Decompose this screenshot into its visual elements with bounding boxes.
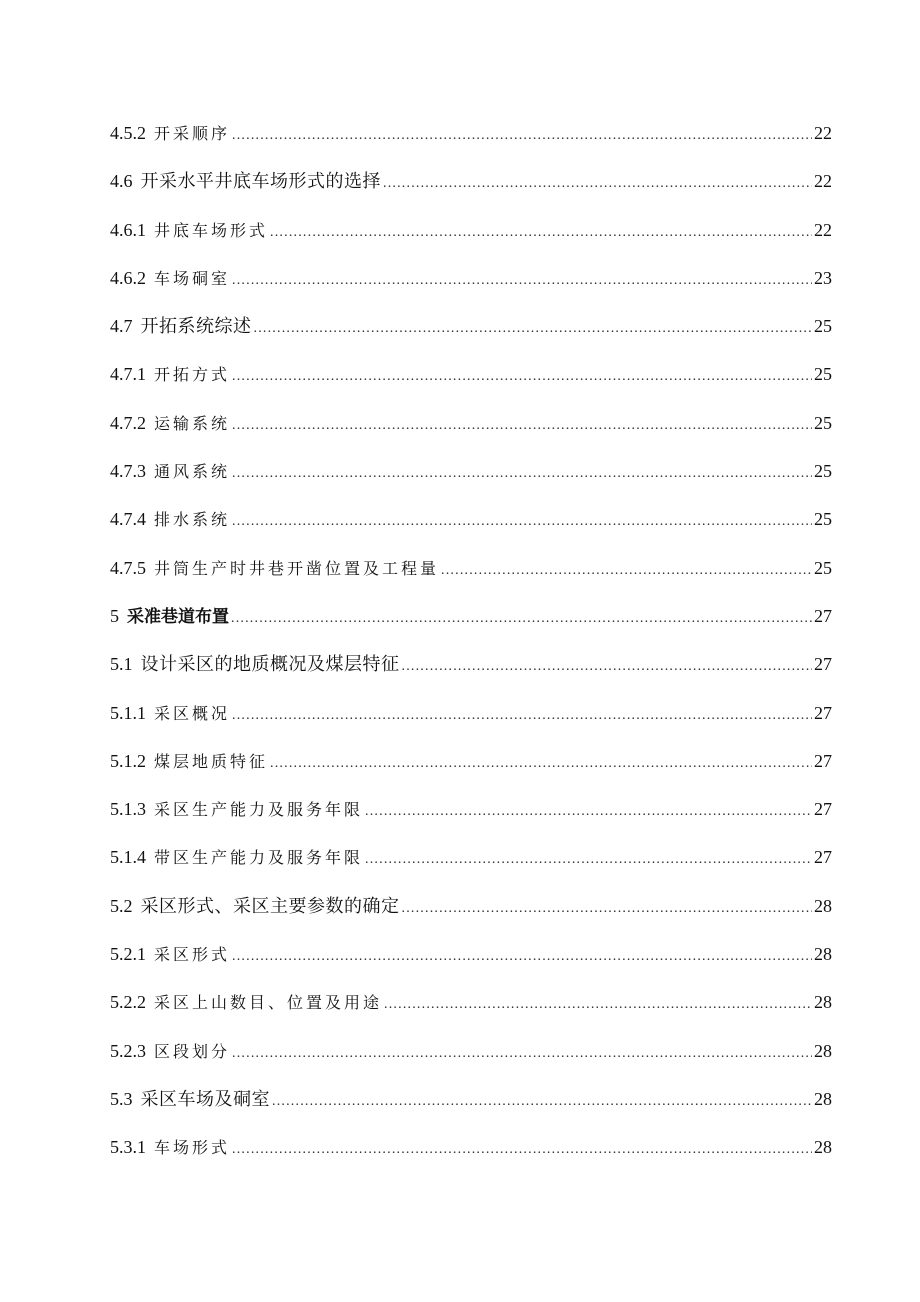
toc-entry[interactable]	[110, 1132, 832, 1180]
toc-entry-number: 4.7.4	[110, 509, 146, 530]
toc-dot-leader	[232, 1039, 812, 1069]
toc-dot-leader	[365, 797, 812, 827]
toc-dot-leader	[232, 942, 812, 972]
toc-dot-leader	[402, 652, 813, 682]
toc-entry[interactable]	[110, 408, 832, 456]
toc-dot-leader	[383, 169, 812, 199]
toc-entry[interactable]	[110, 891, 832, 939]
toc-entry[interactable]	[110, 311, 832, 359]
toc-entry[interactable]	[110, 987, 832, 1035]
toc-entry[interactable]	[110, 939, 832, 987]
toc-entry-title: 采准巷道布置	[127, 606, 229, 627]
toc-entry-number: 5.2.3	[110, 1040, 146, 1061]
toc-entry[interactable]	[110, 359, 832, 407]
toc-entry-title: 开采顺序	[154, 124, 231, 143]
toc-entry-number: 5.1	[110, 654, 133, 675]
toc-entry-number: 5.3	[110, 1088, 133, 1109]
toc-entry[interactable]	[110, 842, 832, 890]
toc-entry-title: 煤层地质特征	[154, 751, 269, 771]
toc-entry-number: 4.7.1	[110, 364, 146, 385]
toc-entry-number: 4.7.2	[110, 412, 146, 433]
toc-entry-title: 采区生产能力及服务年限	[154, 800, 364, 820]
toc-entry-page: 22	[814, 171, 832, 192]
toc-entry-page: 28	[814, 1137, 832, 1158]
toc-entry-title: 车场形式	[154, 1138, 231, 1158]
toc-dot-leader	[232, 459, 812, 489]
toc-entry[interactable]	[110, 1036, 832, 1084]
toc-dot-leader	[402, 894, 813, 924]
toc-entry-page: 27	[814, 799, 832, 820]
table-of-contents	[110, 118, 832, 1181]
toc-entry-title: 井底车场形式	[154, 220, 269, 240]
toc-entry-number: 5.2.2	[110, 992, 146, 1013]
toc-dot-leader	[232, 266, 812, 296]
toc-entry-page: 27	[814, 750, 832, 771]
toc-entry-title: 采区形式、采区主要参数的确定	[140, 895, 400, 917]
toc-dot-leader	[232, 362, 812, 392]
toc-dot-leader	[270, 218, 812, 248]
toc-entry-page: 25	[814, 364, 832, 385]
toc-entry[interactable]	[110, 504, 832, 552]
toc-entry-title: 区段划分	[154, 1041, 231, 1061]
toc-dot-leader	[272, 1087, 812, 1117]
toc-entry-page: 28	[814, 1088, 832, 1109]
toc-entry[interactable]	[110, 553, 832, 601]
toc-entry-page: 22	[814, 219, 832, 240]
toc-entry-title: 采区上山数目、位置及用途	[154, 993, 383, 1013]
toc-entry-number: 5	[110, 605, 119, 626]
toc-dot-leader	[232, 411, 812, 441]
toc-entry-page: 25	[814, 509, 832, 530]
toc-entry-page: 28	[814, 1040, 832, 1061]
toc-entry-page: 25	[814, 461, 832, 482]
toc-entry-page: 28	[814, 895, 832, 916]
toc-dot-leader	[232, 1135, 812, 1165]
toc-entry-title: 开拓方式	[154, 365, 231, 385]
toc-entry-page: 25	[814, 316, 832, 337]
toc-entry-page: 27	[814, 605, 832, 626]
toc-entry-page: 27	[814, 847, 832, 868]
toc-entry-number: 5.1.1	[110, 702, 146, 723]
toc-dot-leader	[270, 749, 812, 779]
toc-entry[interactable]	[110, 263, 832, 311]
toc-entry-title: 井筒生产时井巷开凿位置及工程量	[154, 558, 440, 578]
toc-entry-title: 采区概况	[154, 703, 231, 723]
toc-entry-page: 27	[814, 702, 832, 723]
toc-dot-leader	[384, 990, 812, 1020]
toc-entry-title: 采区形式	[154, 945, 231, 965]
toc-entry-number: 5.1.2	[110, 750, 146, 771]
toc-entry-page: 28	[814, 992, 832, 1013]
toc-entry-number: 5.2.1	[110, 944, 146, 965]
toc-entry-number: 4.7	[110, 316, 133, 337]
toc-entry-number: 4.6	[110, 171, 133, 192]
toc-entry[interactable]	[110, 1084, 832, 1132]
toc-entry-number: 4.6.2	[110, 267, 146, 288]
toc-entry[interactable]	[110, 649, 832, 697]
toc-entry-page: 28	[814, 944, 832, 965]
toc-entry-title: 排水系统	[154, 510, 231, 530]
toc-entry-page: 25	[814, 412, 832, 433]
toc-dot-leader	[365, 845, 812, 875]
toc-entry[interactable]	[110, 601, 832, 649]
toc-entry[interactable]	[110, 794, 832, 842]
toc-entry[interactable]	[110, 698, 832, 746]
toc-entry-title: 车场硐室	[154, 268, 231, 288]
toc-entry-number: 5.2	[110, 895, 133, 916]
toc-entry-title: 开采水平井底车场形式的选择	[140, 171, 381, 193]
toc-entry[interactable]	[110, 166, 832, 214]
toc-entry-page: 23	[814, 267, 832, 288]
toc-entry-page: 22	[814, 123, 832, 143]
toc-entry-number: 4.6.1	[110, 219, 146, 240]
toc-entry-number: 4.5.2	[110, 123, 146, 143]
toc-dot-leader	[232, 507, 812, 537]
toc-entry-title: 设计采区的地质概况及煤层特征	[140, 654, 400, 676]
toc-dot-leader	[232, 121, 812, 151]
toc-entry-title: 带区生产能力及服务年限	[154, 848, 364, 868]
toc-dot-leader	[441, 556, 812, 586]
toc-entry-title: 开拓系统综述	[140, 316, 252, 338]
toc-entry-title: 采区车场及硐室	[140, 1088, 270, 1110]
toc-entry-number: 5.1.4	[110, 847, 146, 868]
toc-entry-title: 运输系统	[154, 413, 231, 433]
toc-entry[interactable]	[110, 456, 832, 504]
toc-dot-leader	[232, 701, 812, 731]
toc-entry[interactable]	[110, 215, 832, 263]
toc-entry-number: 4.7.5	[110, 557, 146, 578]
toc-entry-number: 4.7.3	[110, 461, 146, 482]
toc-entry-title: 通风系统	[154, 462, 231, 482]
toc-dot-leader	[231, 604, 812, 634]
toc-entry[interactable]	[110, 118, 832, 166]
toc-entry-number: 5.3.1	[110, 1137, 146, 1158]
toc-entry-number: 5.1.3	[110, 799, 146, 820]
toc-entry-page: 27	[814, 654, 832, 675]
toc-dot-leader	[254, 314, 813, 344]
toc-entry[interactable]	[110, 746, 832, 794]
toc-entry-page: 25	[814, 557, 832, 578]
